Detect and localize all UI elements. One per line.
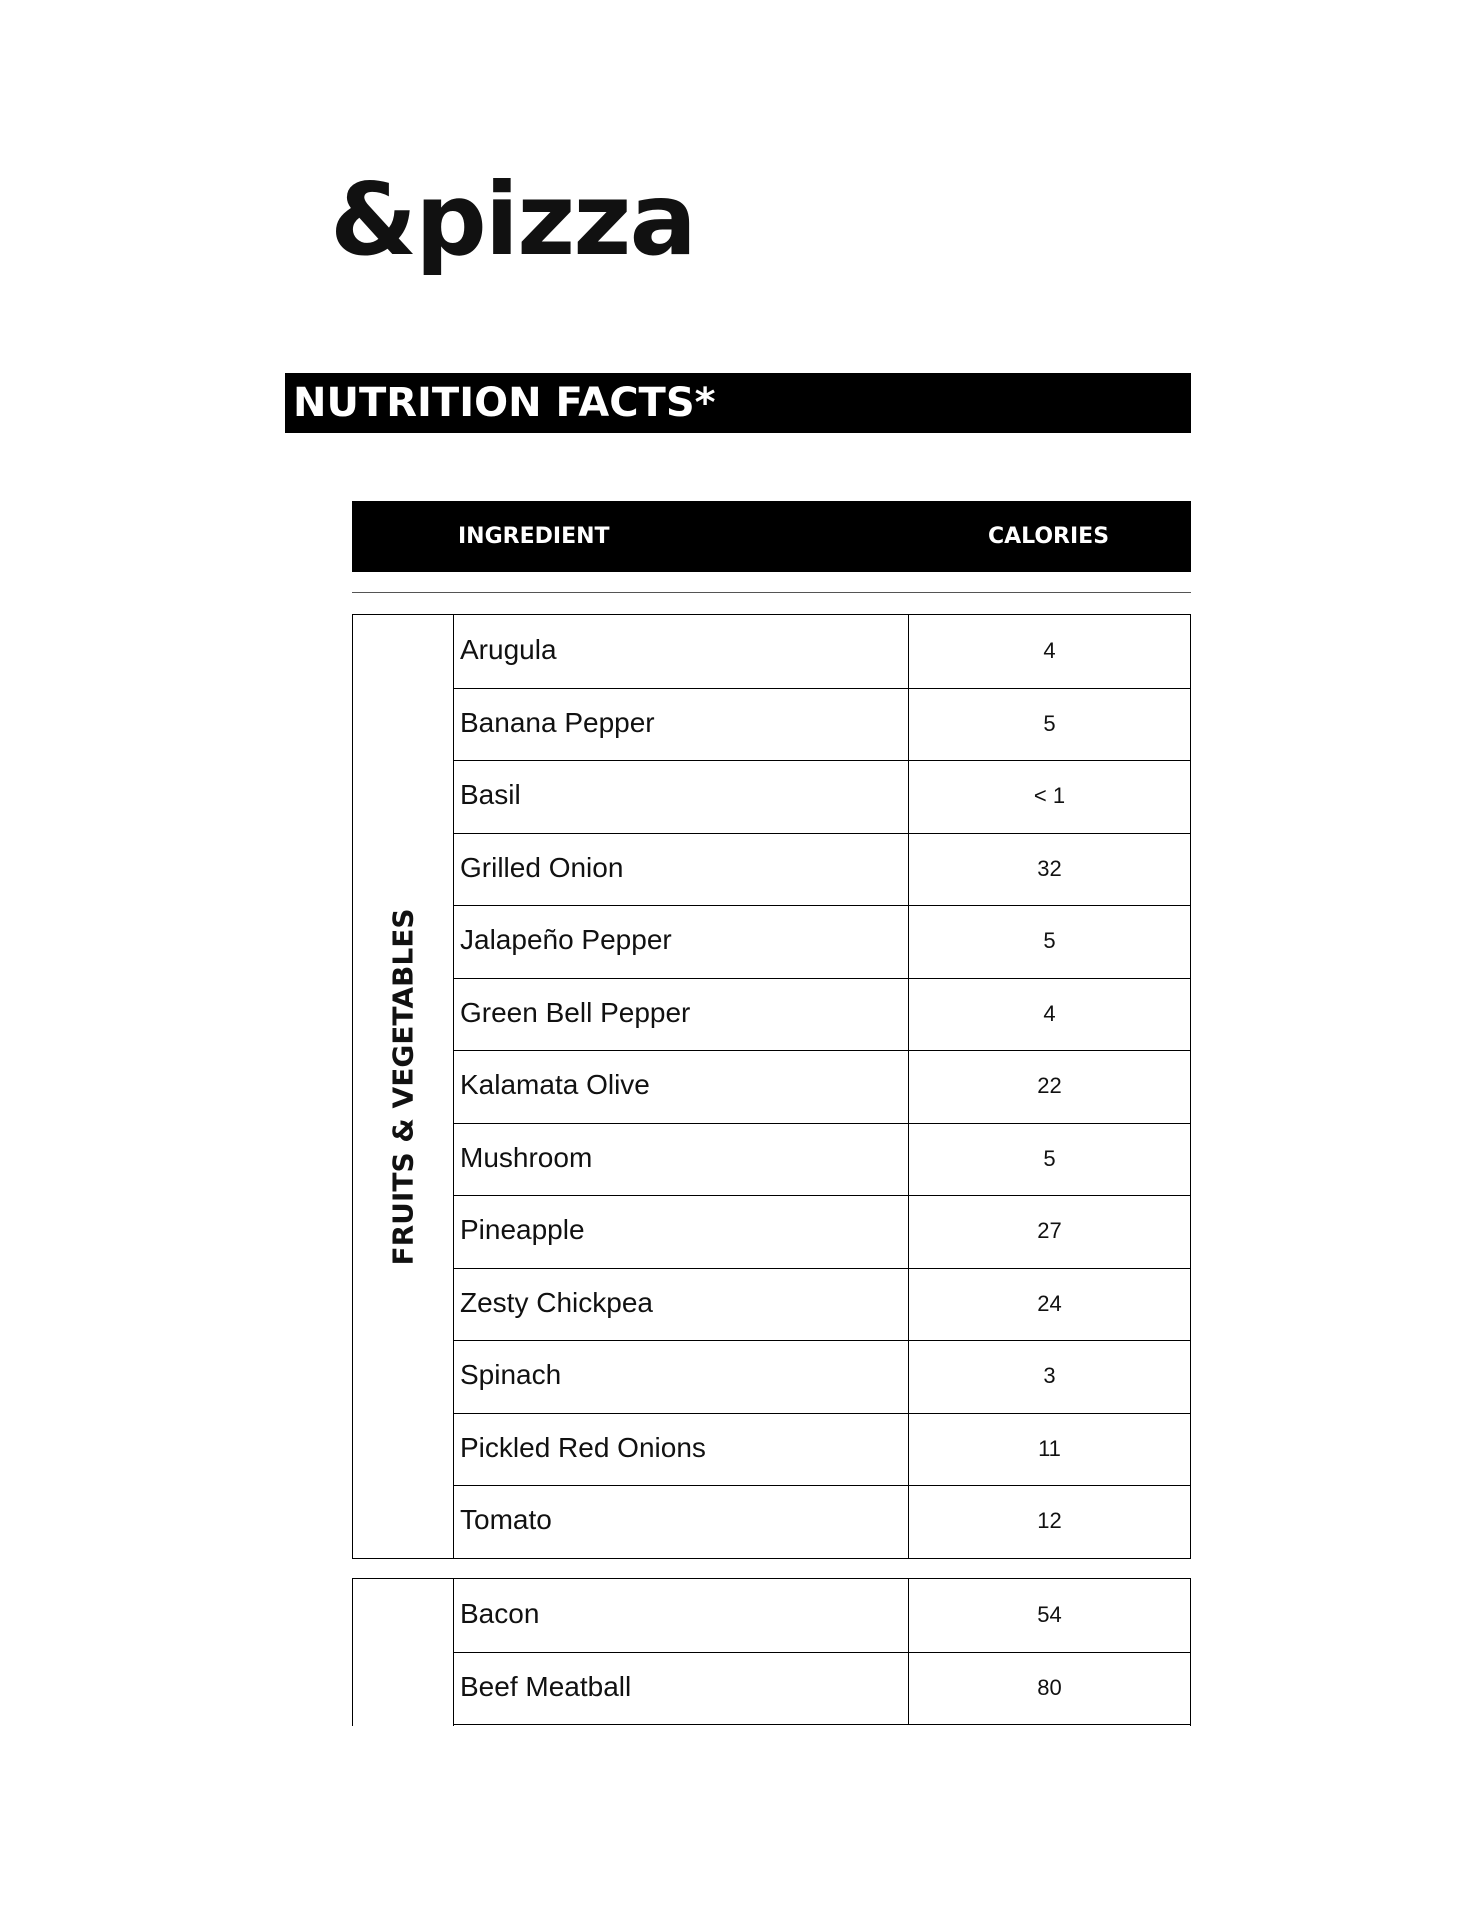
ingredient-name: Grilled Onion [460, 851, 624, 883]
calorie-value: 4 [908, 615, 1190, 688]
table-row [453, 1123, 1190, 1197]
calorie-value: 5 [908, 905, 1190, 978]
calorie-value: 12 [908, 1485, 1190, 1558]
calorie-value: 11 [908, 1413, 1190, 1486]
calorie-value: < 1 [908, 760, 1190, 833]
ingredient-name: Basil [460, 779, 521, 810]
table-row [453, 978, 1190, 1052]
calorie-value: 5 [908, 1123, 1190, 1196]
ingredient-name: Beef Meatball [460, 1670, 632, 1702]
group-label [353, 1579, 454, 1726]
table-row [453, 615, 1190, 689]
table-row [453, 833, 1190, 907]
table-row [453, 1579, 1190, 1653]
calorie-value: 80 [908, 1652, 1190, 1725]
calorie-value: 3 [908, 1340, 1190, 1413]
calorie-value: 4 [908, 978, 1190, 1051]
ingredient-name: Arugula [460, 634, 557, 665]
ingredient-name: Spinach [460, 1359, 562, 1390]
ingredient-name: Banana Pepper [460, 706, 655, 738]
ingredient-name: Tomato [460, 1504, 552, 1535]
page-title: NUTRITION FACTS* [293, 380, 716, 426]
ingredient-name: Pineapple [460, 1214, 585, 1245]
group-label-text: FRUITS & VEGETABLES [386, 908, 420, 1265]
ingredient-name: Zesty Chickpea [460, 1286, 653, 1318]
ingredient-name: Green Bell Pepper [460, 996, 691, 1028]
ingredient-column-header: INGREDIENT [458, 524, 610, 549]
ingredient-name: Pickled Red Onions [460, 1431, 706, 1463]
ingredient-name: Bacon [460, 1598, 540, 1629]
ingredient-name: Kalamata Olive [460, 1069, 650, 1100]
table-row [453, 1485, 1190, 1558]
table-row [453, 760, 1190, 834]
table-row [453, 1050, 1190, 1124]
table-row [453, 1413, 1190, 1487]
calorie-value: 22 [908, 1050, 1190, 1123]
ingredient-name: Jalapeño Pepper [460, 924, 672, 955]
table-row [453, 688, 1190, 762]
brand-logo: &pizza [330, 161, 695, 278]
calorie-value: 54 [908, 1579, 1190, 1652]
calorie-value: 5 [908, 688, 1190, 761]
table-row [453, 1652, 1190, 1726]
calorie-value: 24 [908, 1268, 1190, 1341]
table-row [453, 1195, 1190, 1269]
table-row [453, 905, 1190, 979]
calorie-value: 27 [908, 1195, 1190, 1268]
calorie-value: 32 [908, 833, 1190, 906]
ingredient-name: Mushroom [460, 1141, 593, 1173]
table-header [352, 501, 1191, 572]
table-row [453, 1268, 1190, 1342]
header-divider [352, 592, 1191, 593]
calories-column-header: CALORIES [987, 524, 1110, 549]
group-proteins [352, 1578, 1191, 1726]
title-bar [285, 373, 1191, 433]
group-label [353, 615, 454, 1558]
table-row [453, 1340, 1190, 1414]
group-fruits-vegetables [352, 614, 1191, 1559]
